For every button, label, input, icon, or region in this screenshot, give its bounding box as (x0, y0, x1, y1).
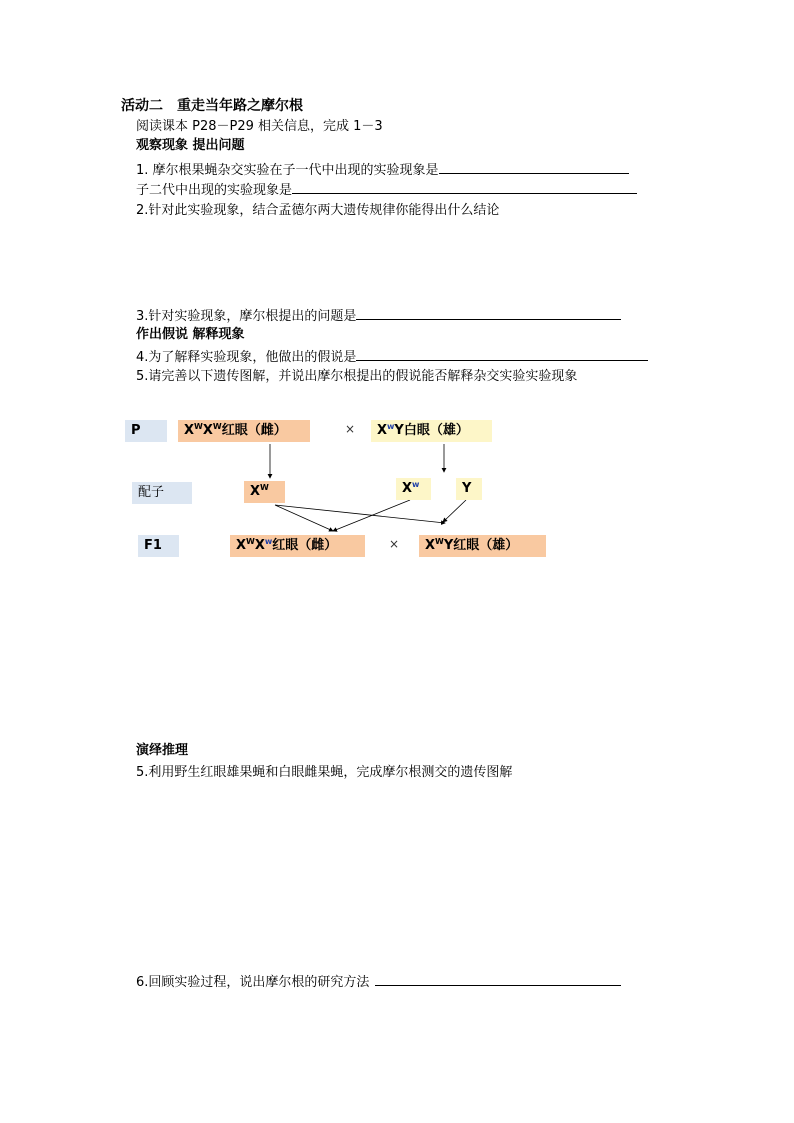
question-3-text: 3.针对实验现象，摩尔根提出的问题是 (136, 309, 357, 324)
question-6 (136, 972, 621, 991)
gamete-xw-recessive-box (396, 478, 431, 500)
f1-female-phenotype: 红眼（雌） (272, 538, 338, 553)
gamete-y: Y (462, 481, 472, 496)
f1-cross-symbol: × (389, 537, 400, 551)
gamete-label: 配子 (138, 485, 165, 500)
question-1b-text: 子二代中出现的实验现象是 (136, 183, 293, 198)
f1-female-allele2: w (264, 537, 273, 546)
f1-label-box (138, 535, 179, 557)
question-2: 2.针对此实验现象，结合孟德尔两大遗传规律你能得出什么结论 (136, 203, 500, 218)
question-1a-text: 1. 摩尔根果蝇杂交实验在子一代中出现的实验现象是 (136, 163, 439, 178)
f1-female-box (230, 535, 365, 557)
heading-observe: 观察现象 提出问题 (136, 138, 245, 153)
p-female-allele1: W (194, 422, 203, 431)
p-female-phenotype: 红眼（雌） (221, 423, 287, 438)
f1-male-allele: W (435, 537, 444, 546)
f1-male-box (419, 535, 546, 557)
p-female-allele2: W (212, 422, 222, 431)
f1-female-allele1: W (246, 537, 255, 546)
arrow-xw-to-f1-female (275, 505, 333, 531)
gamete-xw-recessive-x: X (402, 481, 413, 496)
f1-female-x1: X (236, 538, 247, 553)
p-female-box (178, 420, 310, 442)
question-6-text: 6.回顾实验过程，说出摩尔根的研究方法 (136, 975, 370, 990)
arrow-xw-recessive-to-f1-female (333, 500, 410, 531)
f1-female-x2: X (254, 538, 265, 553)
intro-text: 阅读课本 P28－P29 相关信息，完成 1－3 (136, 119, 383, 134)
heading-hypothesis: 作出假说 解释现象 (136, 327, 245, 342)
gamete-y-box (456, 478, 482, 500)
question-5b: 5.利用野生红眼雄果蝇和白眼雌果蝇，完成摩尔根测交的遗传图解 (136, 765, 513, 780)
p-cross-symbol: × (345, 422, 356, 436)
f1-label: F1 (144, 538, 162, 553)
p-male-x: X (377, 423, 388, 438)
gamete-xw-box (244, 481, 285, 503)
p-female-x1: X (184, 423, 195, 438)
question-5: 5.请完善以下遗传图解，并说出摩尔根提出的假说能否解释杂交实验实验现象 (136, 369, 578, 384)
heading-deduce: 演绎推理 (136, 743, 189, 758)
p-male-allele: w (387, 422, 395, 431)
p-male-phenotype: Y白眼（雄） (394, 423, 469, 438)
answer-blank-6[interactable] (375, 972, 621, 986)
arrow-y-to-f1-male (443, 500, 466, 522)
question-4-text: 4.为了解释实验现象，他做出的假说是 (136, 350, 357, 365)
gamete-xw-allele: W (260, 483, 269, 492)
p-label: P (131, 423, 141, 438)
p-label-box (125, 420, 167, 442)
gamete-label-box (132, 482, 192, 504)
f1-male-phenotype: Y红眼（雄） (443, 538, 519, 553)
p-male-box (371, 420, 492, 442)
p-female-x2: X (202, 423, 213, 438)
gamete-xw-recessive-allele: w (412, 480, 420, 489)
f1-male-x: X (425, 538, 436, 553)
gamete-xw-x: X (250, 484, 261, 499)
section-title: 活动二 重走当年路之摩尔根 (121, 98, 303, 114)
